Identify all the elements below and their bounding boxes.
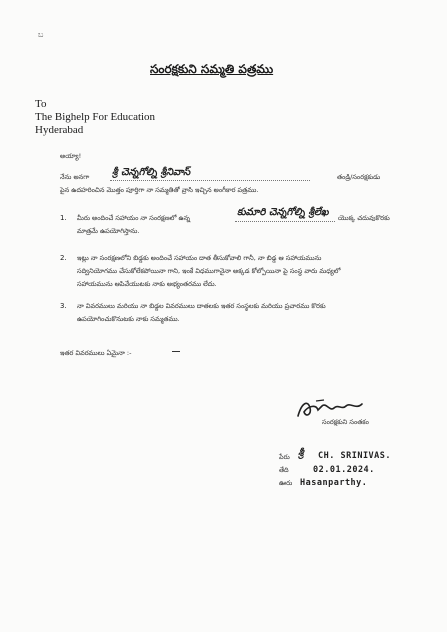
- fill-line: [235, 221, 335, 222]
- intro-line2: పైన ఉదహరించిన మొత్తం పూర్తిగా నా సమ్మతితో వ్రాసి ఇచ్చిన అంగీకార పత్రము.: [60, 186, 259, 194]
- point2-line2: సద్వినియోగము చేసుకోలేకపోయినా గాని, ఇంకే విధముగానైనా అక్కడ కోల్పోయినా పై సంస్థ వారు మధ్యలో: [77, 267, 341, 275]
- point1-suffix: యొక్క చదువుకొరకు: [338, 214, 390, 222]
- field-date-label: తేది: [279, 466, 289, 474]
- intro-prefix: నేను అనగా: [60, 173, 90, 181]
- field-name-label: పేరు: [279, 453, 290, 461]
- address-city: Hyderabad: [35, 124, 84, 136]
- intro-suffix: తండ్రి/సంరక్షకుడు: [337, 173, 381, 181]
- ward-name-handwritten: కుమారి చెన్నగోల్ని శ్రీలేఖ: [237, 207, 329, 218]
- date-value-handwritten: 02.01.2024.: [313, 465, 375, 475]
- place-value-handwritten: Hasanparthy.: [300, 478, 368, 488]
- point3-line1: నా వివరములు మరియు నా బిడ్డల వివరములు దాతలకు ఇతర సంస్థలకు మరియు ప్రచారము కొరకు: [77, 302, 326, 310]
- point-number: 1.: [60, 214, 67, 222]
- signature-label: సంరక్షకుని సంతకం: [322, 418, 369, 426]
- point-number: 2.: [60, 254, 67, 262]
- name-value-handwritten: CH. SRINIVAS.: [318, 451, 392, 461]
- address-org: The Bighelp For Education: [35, 111, 156, 123]
- field-place-label: ఊరు: [279, 479, 293, 487]
- fill-line: [110, 180, 310, 181]
- other-details-label: ఇతర వివరములు ఏమైనా :-: [60, 349, 132, 357]
- page-title: సంరక్షకుని సమ్మతి పత్రము: [150, 62, 274, 76]
- point1-line2: మాత్రమే ఉపయోగిస్తాను.: [77, 227, 140, 235]
- name-prefix-handwritten: శ్రీ: [298, 448, 304, 459]
- corner-mark: ಬ: [38, 30, 44, 39]
- point1-prefix: మీరు అందించే సహాయం నా సంరక్షణలో ఉన్న: [77, 214, 191, 222]
- point2-line3: సహాయమును ఆపివేయుటకు నాకు అభ్యంతరము లేదు.: [77, 280, 217, 288]
- address-to: To: [35, 98, 47, 110]
- point2-line1: ఇట్లు నా సంరక్షణలోని బిడ్డకు అందించే సహాయం దాత తీసుకోవాలి గానీ, నా బిడ్డ ఆ సహాయమును: [77, 254, 322, 262]
- guardian-name-handwritten: శ్రీ చెన్నగోల్ని శ్రీనివాస్: [112, 167, 191, 178]
- point3-line2: ఉపయోగించుకొనుటకు నాకు సమ్మతము.: [77, 315, 180, 323]
- salutation: అయ్యా!: [60, 152, 82, 160]
- dash-mark: [172, 351, 180, 352]
- point-number: 3.: [60, 302, 67, 310]
